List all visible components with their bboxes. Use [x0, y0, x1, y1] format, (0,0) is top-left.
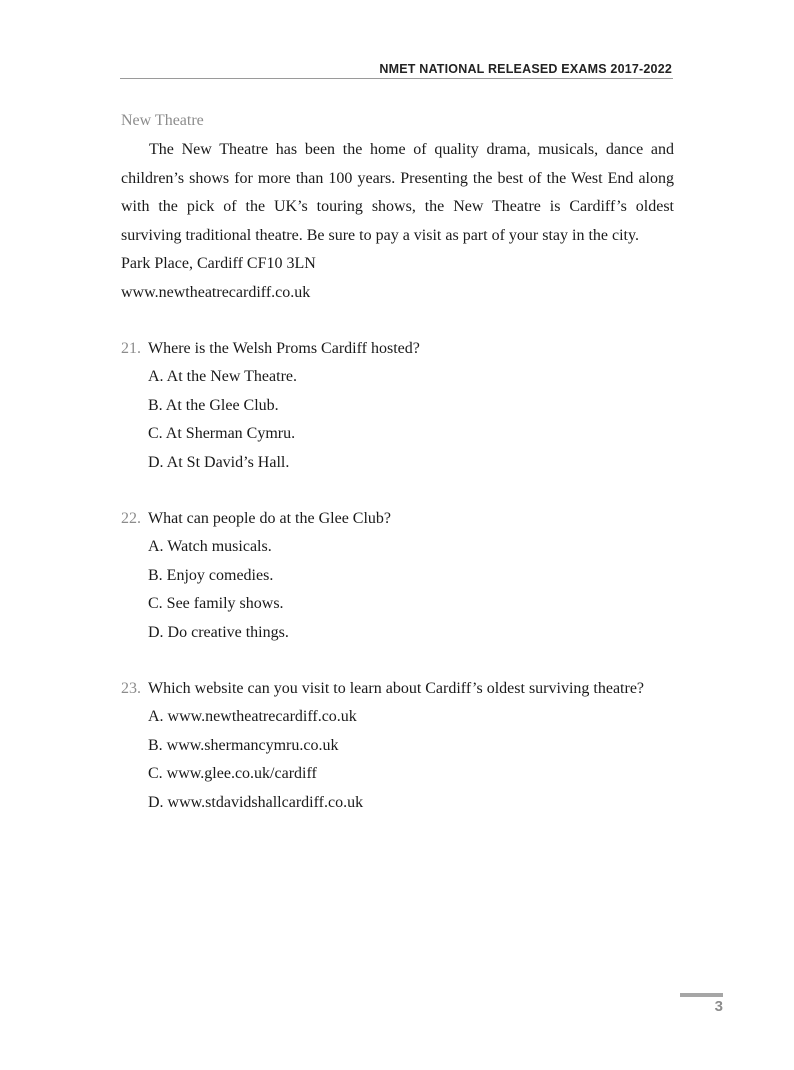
question-21 — [121, 335, 674, 478]
option-c: C. See family shows. — [148, 595, 284, 613]
question-text: Where is the Welsh Proms Cardiff hosted? — [148, 339, 420, 357]
passage-address: Park Place, Cardiff CF10 3LN — [121, 255, 316, 273]
option-b: B. www.shermancymru.co.uk — [148, 736, 339, 754]
option-d: D. www.stdavidshallcardiff.co.uk — [148, 793, 364, 811]
question-23 — [121, 675, 674, 818]
option-d: D. Do creative things. — [148, 623, 289, 641]
passage-title: New Theatre — [121, 112, 204, 129]
option-b: B. Enjoy comedies. — [148, 566, 274, 584]
question-number: 21. — [121, 339, 141, 357]
header-rule — [120, 78, 673, 79]
question-text: Which website can you visit to learn about Cardiff’s oldest surviving theatre? — [148, 679, 645, 697]
option-b: B. At the Glee Club. — [148, 396, 279, 414]
page-number: 3 — [714, 998, 723, 1015]
question-stem — [121, 505, 674, 534]
question-22 — [121, 505, 674, 648]
option-a: A. At the New Theatre. — [148, 368, 297, 386]
option-c: C. www.glee.co.uk/cardiff — [148, 765, 317, 783]
passage-body: The New Theatre has been the home of quality drama, musicals, dance and children’s shows for more than 100 years. Presenting the best of the West End along with the pick of the UK’s touring shows, the New Theatre is Cardiff’s oldest surviving traditional theatre. Be sure to pay a visit as part of your stay in the city. — [121, 141, 674, 244]
option-a: A. Watch musicals. — [148, 538, 272, 556]
option-c: C. At Sherman Cymru. — [148, 425, 296, 443]
question-number: 23. — [121, 679, 141, 697]
question-text: What can people do at the Glee Club? — [148, 509, 392, 527]
page-content — [121, 108, 674, 817]
passage-website: www.newtheatrecardiff.co.uk — [121, 283, 311, 301]
question-stem — [121, 335, 674, 364]
option-d: D. At St David’s Hall. — [148, 453, 290, 471]
running-header: NMET NATIONAL RELEASED EXAMS 2017-2022 — [379, 62, 672, 76]
option-a: A. www.newtheatrecardiff.co.uk — [148, 708, 357, 726]
footer-bar — [680, 993, 723, 997]
question-stem — [121, 675, 674, 704]
question-number: 22. — [121, 509, 141, 527]
